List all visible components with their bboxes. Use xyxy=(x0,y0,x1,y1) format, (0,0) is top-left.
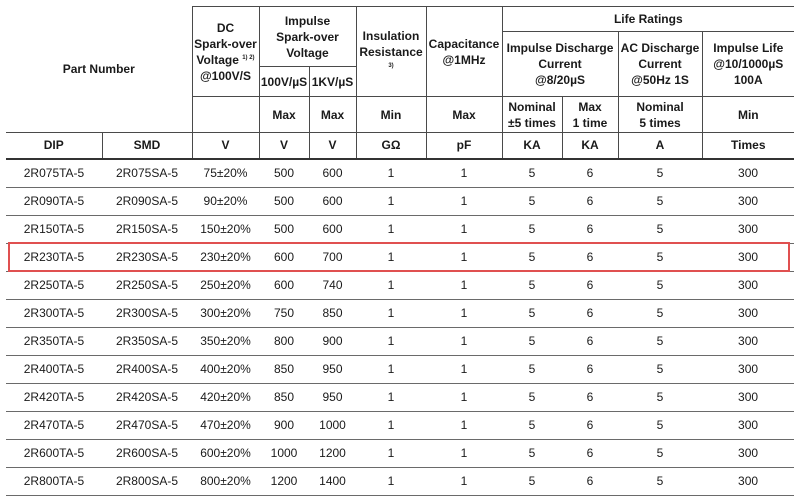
cell-dip: 2R090TA-5 xyxy=(6,187,102,215)
impulse-1kv-max: Max xyxy=(309,97,356,133)
cell-acd-nominal: 5 xyxy=(618,299,702,327)
cell-idc-nominal: 5 xyxy=(502,355,562,383)
cell-dc-voltage: 470±20% xyxy=(192,411,259,439)
cell-insulation: 1 xyxy=(356,299,426,327)
unit-dc: V xyxy=(192,133,259,159)
cell-idc-nominal: 5 xyxy=(502,439,562,467)
impulse-life-header: Impulse Life @10/1000µS 100A xyxy=(702,32,794,97)
unit-impulse-life: Times xyxy=(702,133,794,159)
cell-insulation: 1 xyxy=(356,383,426,411)
cell-impulse-100v: 500 xyxy=(259,187,309,215)
cell-dc-voltage: 600±20% xyxy=(192,439,259,467)
cell-capacitance: 1 xyxy=(426,327,502,355)
table-row xyxy=(6,355,794,383)
table-row xyxy=(6,187,794,215)
cell-idc-max: 6 xyxy=(562,439,618,467)
cell-capacitance: 1 xyxy=(426,439,502,467)
cell-impulse-life: 300 xyxy=(702,243,794,271)
cell-acd-nominal: 5 xyxy=(618,467,702,495)
cell-impulse-1kv: 950 xyxy=(309,355,356,383)
cell-dc-voltage: 90±20% xyxy=(192,187,259,215)
cell-impulse-1kv: 850 xyxy=(309,299,356,327)
cell-idc-nominal: 5 xyxy=(502,243,562,271)
idc-max: Max 1 time xyxy=(562,97,618,133)
cell-acd-nominal: 5 xyxy=(618,159,702,188)
cell-idc-nominal: 5 xyxy=(502,327,562,355)
cell-impulse-100v: 600 xyxy=(259,243,309,271)
capacitance-max: Max xyxy=(426,97,502,133)
cell-idc-max: 6 xyxy=(562,327,618,355)
cell-idc-nominal: 5 xyxy=(502,215,562,243)
impulse-1kv-header: 1KV/µS xyxy=(309,67,356,97)
cell-smd: 2R300SA-5 xyxy=(102,299,192,327)
unit-imp1k: V xyxy=(309,133,356,159)
cell-smd: 2R230SA-5 xyxy=(102,243,192,271)
spec-table xyxy=(6,6,794,496)
table-row xyxy=(6,439,794,467)
cell-dc-voltage: 420±20% xyxy=(192,383,259,411)
table-row xyxy=(6,271,794,299)
cell-idc-nominal: 5 xyxy=(502,299,562,327)
cell-idc-max: 6 xyxy=(562,243,618,271)
cell-smd: 2R250SA-5 xyxy=(102,271,192,299)
cell-idc-max: 6 xyxy=(562,159,618,188)
cell-impulse-1kv: 600 xyxy=(309,215,356,243)
cell-impulse-1kv: 740 xyxy=(309,271,356,299)
unit-imp100: V xyxy=(259,133,309,159)
cell-dip: 2R230TA-5 xyxy=(6,243,102,271)
cell-impulse-100v: 500 xyxy=(259,159,309,188)
cell-acd-nominal: 5 xyxy=(618,187,702,215)
unit-idc-max: KA xyxy=(562,133,618,159)
table-body xyxy=(6,159,794,496)
cell-impulse-life: 300 xyxy=(702,271,794,299)
cell-impulse-life: 300 xyxy=(702,187,794,215)
cell-smd: 2R800SA-5 xyxy=(102,467,192,495)
impulse-100v-max: Max xyxy=(259,97,309,133)
dc-sparkover-header: DC Spark-over Voltage $^{1) 2)}$ @100V/S xyxy=(192,7,259,97)
cell-impulse-100v: 1200 xyxy=(259,467,309,495)
cell-dc-voltage: 300±20% xyxy=(192,299,259,327)
table-row xyxy=(6,159,794,188)
dc-blank-cell xyxy=(192,97,259,133)
cell-idc-max: 6 xyxy=(562,271,618,299)
cell-idc-nominal: 5 xyxy=(502,271,562,299)
cell-idc-nominal: 5 xyxy=(502,467,562,495)
table-row xyxy=(6,299,794,327)
idc-nominal: Nominal ±5 times xyxy=(502,97,562,133)
cell-capacitance: 1 xyxy=(426,467,502,495)
table-row xyxy=(6,327,794,355)
cell-impulse-1kv: 600 xyxy=(309,187,356,215)
cell-dip: 2R420TA-5 xyxy=(6,383,102,411)
cell-idc-max: 6 xyxy=(562,467,618,495)
cell-dip: 2R350TA-5 xyxy=(6,327,102,355)
cell-idc-max: 6 xyxy=(562,215,618,243)
cell-capacitance: 1 xyxy=(426,299,502,327)
life-ratings-header: Life Ratings xyxy=(502,7,794,32)
cell-impulse-1kv: 950 xyxy=(309,383,356,411)
cell-idc-nominal: 5 xyxy=(502,411,562,439)
cell-impulse-life: 300 xyxy=(702,299,794,327)
cell-dc-voltage: 150±20% xyxy=(192,215,259,243)
smd-header: SMD xyxy=(102,133,192,159)
cell-capacitance: 1 xyxy=(426,215,502,243)
cell-acd-nominal: 5 xyxy=(618,355,702,383)
unit-acd: A xyxy=(618,133,702,159)
cell-idc-max: 6 xyxy=(562,411,618,439)
cell-acd-nominal: 5 xyxy=(618,383,702,411)
cell-impulse-life: 300 xyxy=(702,411,794,439)
cell-impulse-100v: 800 xyxy=(259,327,309,355)
part-number-header: Part Number xyxy=(6,7,192,133)
unit-capacitance: pF xyxy=(426,133,502,159)
cell-dip: 2R150TA-5 xyxy=(6,215,102,243)
insulation-min: Min xyxy=(356,97,426,133)
cell-smd: 2R470SA-5 xyxy=(102,411,192,439)
cell-insulation: 1 xyxy=(356,327,426,355)
acd-nominal: Nominal 5 times xyxy=(618,97,702,133)
cell-smd: 2R150SA-5 xyxy=(102,215,192,243)
cell-idc-nominal: 5 xyxy=(502,159,562,188)
cell-impulse-1kv: 1000 xyxy=(309,411,356,439)
cell-capacitance: 1 xyxy=(426,271,502,299)
cell-acd-nominal: 5 xyxy=(618,411,702,439)
cell-capacitance: 1 xyxy=(426,383,502,411)
cell-acd-nominal: 5 xyxy=(618,271,702,299)
impulse-sparkover-header: Impulse Spark-over Voltage xyxy=(259,7,356,67)
capacitance-header: Capacitance @1MHz xyxy=(426,7,502,97)
table-row xyxy=(6,411,794,439)
cell-impulse-100v: 600 xyxy=(259,271,309,299)
cell-capacitance: 1 xyxy=(426,355,502,383)
dip-header: DIP xyxy=(6,133,102,159)
cell-impulse-1kv: 1200 xyxy=(309,439,356,467)
cell-insulation: 1 xyxy=(356,215,426,243)
cell-smd: 2R090SA-5 xyxy=(102,187,192,215)
cell-acd-nominal: 5 xyxy=(618,327,702,355)
cell-acd-nominal: 5 xyxy=(618,243,702,271)
cell-dip: 2R470TA-5 xyxy=(6,411,102,439)
cell-smd: 2R350SA-5 xyxy=(102,327,192,355)
table-row xyxy=(6,383,794,411)
cell-impulse-1kv: 900 xyxy=(309,327,356,355)
cell-insulation: 1 xyxy=(356,439,426,467)
cell-insulation: 1 xyxy=(356,271,426,299)
cell-dip: 2R400TA-5 xyxy=(6,355,102,383)
cell-impulse-100v: 1000 xyxy=(259,439,309,467)
cell-capacitance: 1 xyxy=(426,243,502,271)
cell-impulse-100v: 900 xyxy=(259,411,309,439)
impulse-life-min: Min xyxy=(702,97,794,133)
cell-insulation: 1 xyxy=(356,187,426,215)
cell-smd: 2R400SA-5 xyxy=(102,355,192,383)
cell-dip: 2R300TA-5 xyxy=(6,299,102,327)
cell-capacitance: 1 xyxy=(426,411,502,439)
cell-impulse-life: 300 xyxy=(702,467,794,495)
cell-dip: 2R075TA-5 xyxy=(6,159,102,188)
cell-smd: 2R075SA-5 xyxy=(102,159,192,188)
cell-insulation: 1 xyxy=(356,159,426,188)
cell-impulse-100v: 850 xyxy=(259,383,309,411)
cell-capacitance: 1 xyxy=(426,159,502,188)
impulse-100v-header: 100V/µS xyxy=(259,67,309,97)
cell-idc-max: 6 xyxy=(562,187,618,215)
cell-acd-nominal: 5 xyxy=(618,439,702,467)
cell-dip: 2R600TA-5 xyxy=(6,439,102,467)
cell-impulse-1kv: 700 xyxy=(309,243,356,271)
cell-idc-nominal: 5 xyxy=(502,383,562,411)
cell-idc-max: 6 xyxy=(562,299,618,327)
cell-capacitance: 1 xyxy=(426,187,502,215)
unit-idc-nominal: KA xyxy=(502,133,562,159)
table-row xyxy=(6,243,794,271)
unit-insulation: GΩ xyxy=(356,133,426,159)
cell-impulse-100v: 500 xyxy=(259,215,309,243)
cell-dip: 2R250TA-5 xyxy=(6,271,102,299)
cell-impulse-100v: 850 xyxy=(259,355,309,383)
cell-dc-voltage: 75±20% xyxy=(192,159,259,188)
cell-dc-voltage: 250±20% xyxy=(192,271,259,299)
cell-impulse-life: 300 xyxy=(702,439,794,467)
ac-discharge-header: AC Discharge Current @50Hz 1S xyxy=(618,32,702,97)
cell-impulse-life: 300 xyxy=(702,159,794,188)
cell-dip: 2R800TA-5 xyxy=(6,467,102,495)
cell-insulation: 1 xyxy=(356,467,426,495)
cell-impulse-1kv: 1400 xyxy=(309,467,356,495)
cell-idc-max: 6 xyxy=(562,355,618,383)
impulse-discharge-header: Impulse Discharge Current @8/20µS xyxy=(502,32,618,97)
cell-impulse-life: 300 xyxy=(702,355,794,383)
insulation-resistance-header: Insulation Resistance $^{3)}$ xyxy=(356,7,426,97)
cell-smd: 2R600SA-5 xyxy=(102,439,192,467)
cell-insulation: 1 xyxy=(356,411,426,439)
cell-dc-voltage: 400±20% xyxy=(192,355,259,383)
table-row xyxy=(6,215,794,243)
cell-smd: 2R420SA-5 xyxy=(102,383,192,411)
cell-dc-voltage: 230±20% xyxy=(192,243,259,271)
cell-impulse-100v: 750 xyxy=(259,299,309,327)
cell-impulse-life: 300 xyxy=(702,327,794,355)
cell-insulation: 1 xyxy=(356,355,426,383)
cell-acd-nominal: 5 xyxy=(618,215,702,243)
cell-dc-voltage: 350±20% xyxy=(192,327,259,355)
table-row xyxy=(6,467,794,495)
cell-insulation: 1 xyxy=(356,243,426,271)
cell-impulse-life: 300 xyxy=(702,383,794,411)
cell-impulse-life: 300 xyxy=(702,215,794,243)
cell-idc-nominal: 5 xyxy=(502,187,562,215)
cell-impulse-1kv: 600 xyxy=(309,159,356,188)
cell-idc-max: 6 xyxy=(562,383,618,411)
cell-dc-voltage: 800±20% xyxy=(192,467,259,495)
